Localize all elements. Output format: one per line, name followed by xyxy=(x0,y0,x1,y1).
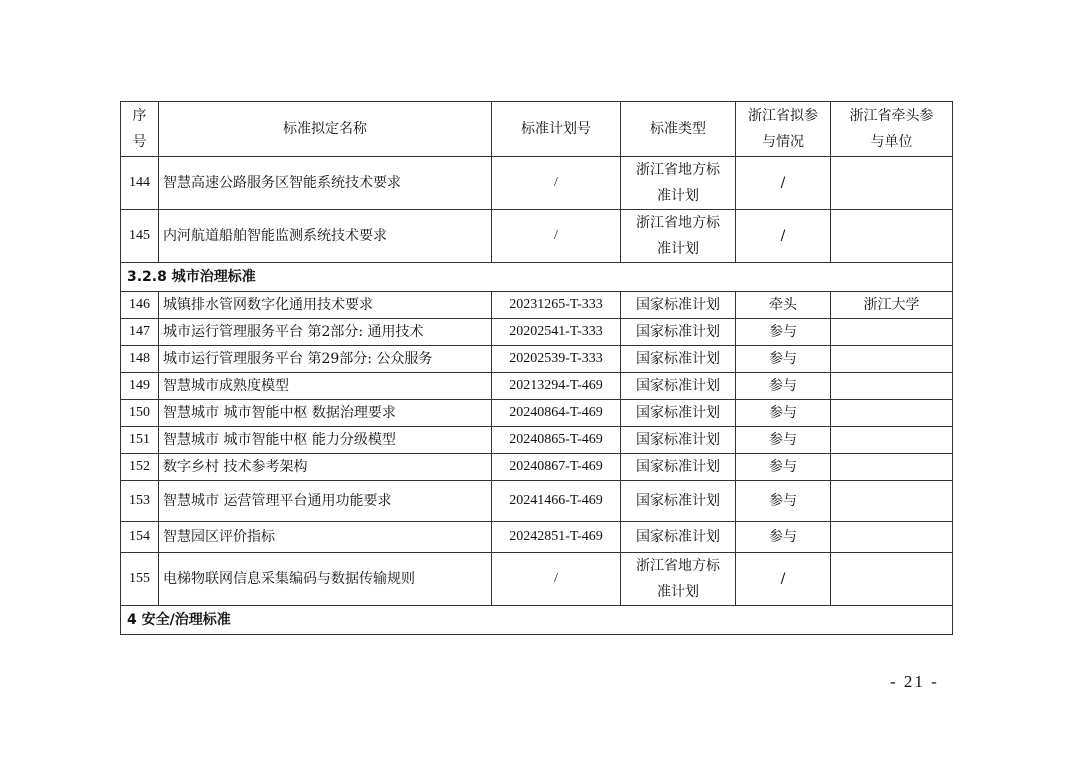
header-type: 标准类型 xyxy=(621,102,736,157)
row-seq: 146 xyxy=(121,292,159,319)
row-type: 国家标准计划 xyxy=(621,400,736,427)
row-seq: 154 xyxy=(121,522,159,553)
row-seq: 149 xyxy=(121,373,159,400)
row-unit xyxy=(831,454,953,481)
row-participation: 参与 xyxy=(736,454,831,481)
row-unit xyxy=(831,210,953,263)
row-name: 城市运行管理服务平台 第2部分: 通用技术 xyxy=(159,319,492,346)
row-participation: / xyxy=(736,157,831,210)
row-participation: 参与 xyxy=(736,346,831,373)
row-plan-no: 20240864-T-469 xyxy=(492,400,621,427)
header-zj-lead-unit: 浙江省牵头参与单位 xyxy=(831,102,953,157)
row-name: 数字乡村 技术参考架构 xyxy=(159,454,492,481)
row-unit xyxy=(831,373,953,400)
table-row xyxy=(121,157,953,210)
row-name: 智慧高速公路服务区智能系统技术要求 xyxy=(159,157,492,210)
table-row xyxy=(121,553,953,606)
row-seq: 147 xyxy=(121,319,159,346)
row-name: 智慧城市成熟度模型 xyxy=(159,373,492,400)
row-participation: 参与 xyxy=(736,319,831,346)
table-row xyxy=(121,400,953,427)
row-plan-no: 20242851-T-469 xyxy=(492,522,621,553)
row-unit xyxy=(831,427,953,454)
row-name: 城镇排水管网数字化通用技术要求 xyxy=(159,292,492,319)
row-type: 国家标准计划 xyxy=(621,373,736,400)
section-row xyxy=(121,606,953,635)
table-row xyxy=(121,454,953,481)
row-seq: 145 xyxy=(121,210,159,263)
row-name: 内河航道船舶智能监测系统技术要求 xyxy=(159,210,492,263)
row-plan-no: 20231265-T-333 xyxy=(492,292,621,319)
row-participation: 参与 xyxy=(736,373,831,400)
row-seq: 152 xyxy=(121,454,159,481)
standards-table xyxy=(120,101,953,635)
row-type: 国家标准计划 xyxy=(621,522,736,553)
row-plan-no: / xyxy=(492,210,621,263)
row-plan-no: / xyxy=(492,157,621,210)
row-type: 国家标准计划 xyxy=(621,427,736,454)
table-row xyxy=(121,292,953,319)
row-plan-no: 20240865-T-469 xyxy=(492,427,621,454)
row-type: 国家标准计划 xyxy=(621,319,736,346)
row-unit xyxy=(831,400,953,427)
table-header-row xyxy=(121,102,953,157)
row-unit xyxy=(831,346,953,373)
table-row xyxy=(121,522,953,553)
row-seq: 153 xyxy=(121,481,159,522)
page-number: - 21 - xyxy=(890,672,939,691)
row-participation: / xyxy=(736,553,831,606)
row-plan-no: 20202539-T-333 xyxy=(492,346,621,373)
row-type: 国家标准计划 xyxy=(621,292,736,319)
row-type: 国家标准计划 xyxy=(621,346,736,373)
row-participation: 参与 xyxy=(736,400,831,427)
row-type: 浙江省地方标准计划 xyxy=(621,553,736,606)
row-plan-no: 20240867-T-469 xyxy=(492,454,621,481)
row-participation: 牵头 xyxy=(736,292,831,319)
table-row xyxy=(121,427,953,454)
section-title-4: 4 安全/治理标准 xyxy=(121,606,953,635)
row-participation: 参与 xyxy=(736,427,831,454)
table-row xyxy=(121,319,953,346)
row-name: 智慧城市 城市智能中枢 数据治理要求 xyxy=(159,400,492,427)
row-plan-no: / xyxy=(492,553,621,606)
row-name: 智慧城市 城市智能中枢 能力分级模型 xyxy=(159,427,492,454)
row-unit: 浙江大学 xyxy=(831,292,953,319)
row-type: 浙江省地方标准计划 xyxy=(621,210,736,263)
row-seq: 148 xyxy=(121,346,159,373)
section-title-3-2-8: 3.2.8 城市治理标准 xyxy=(121,263,953,292)
section-row xyxy=(121,263,953,292)
row-participation: 参与 xyxy=(736,522,831,553)
row-unit xyxy=(831,481,953,522)
row-unit xyxy=(831,522,953,553)
row-name: 电梯物联网信息采集编码与数据传输规则 xyxy=(159,553,492,606)
row-type: 国家标准计划 xyxy=(621,481,736,522)
row-seq: 144 xyxy=(121,157,159,210)
row-name: 城市运行管理服务平台 第29部分: 公众服务 xyxy=(159,346,492,373)
header-name: 标准拟定名称 xyxy=(159,102,492,157)
row-type: 浙江省地方标准计划 xyxy=(621,157,736,210)
row-participation: / xyxy=(736,210,831,263)
table-row xyxy=(121,346,953,373)
row-seq: 151 xyxy=(121,427,159,454)
table-row xyxy=(121,210,953,263)
header-zj-participation: 浙江省拟参与情况 xyxy=(736,102,831,157)
header-plan-no: 标准计划号 xyxy=(492,102,621,157)
table-row xyxy=(121,373,953,400)
row-name: 智慧园区评价指标 xyxy=(159,522,492,553)
row-unit xyxy=(831,553,953,606)
row-participation: 参与 xyxy=(736,481,831,522)
row-type: 国家标准计划 xyxy=(621,454,736,481)
row-plan-no: 20213294-T-469 xyxy=(492,373,621,400)
row-plan-no: 20202541-T-333 xyxy=(492,319,621,346)
row-seq: 155 xyxy=(121,553,159,606)
row-plan-no: 20241466-T-469 xyxy=(492,481,621,522)
row-unit xyxy=(831,157,953,210)
row-name: 智慧城市 运营管理平台通用功能要求 xyxy=(159,481,492,522)
row-seq: 150 xyxy=(121,400,159,427)
row-unit xyxy=(831,319,953,346)
header-seq: 序号 xyxy=(121,102,159,157)
table-row xyxy=(121,481,953,522)
